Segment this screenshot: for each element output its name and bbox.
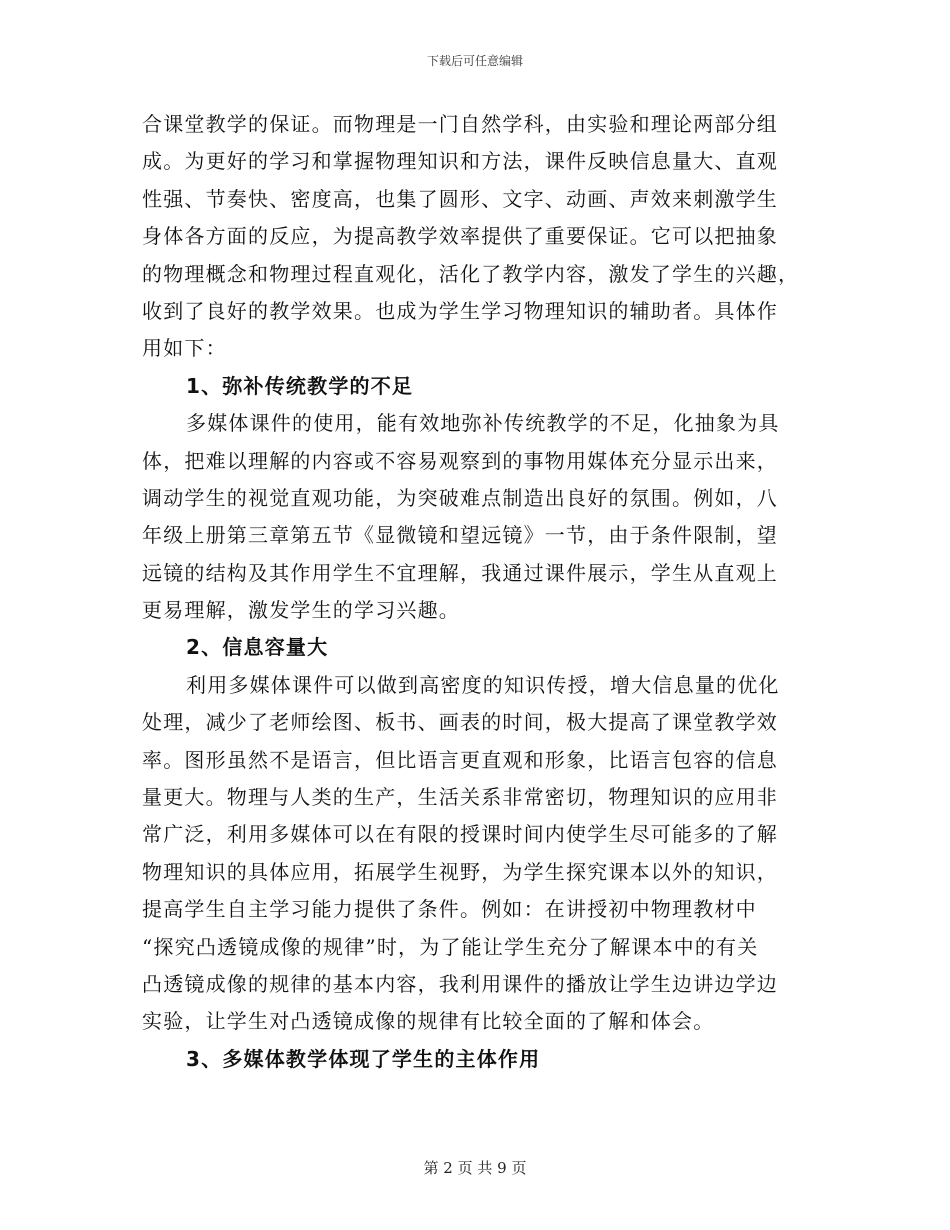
paragraph-line: 身体各方面的反应，为提高教学效率提供了重要保证。它可以把抽象 [142,224,778,249]
page-header: 下载后可任意编辑 [426,54,523,68]
paragraph-line: 远镜的结构及其作用学生不宜理解，我通过课件展示，学生从直观上 [142,560,778,585]
paragraph-line: 成。为更好的学习和掌握物理知识和方法，课件反映信息量大、直观 [142,149,778,174]
paragraph-line: 常广泛，利用多媒体可以在有限的授课时间内使学生尽可能多的了解 [142,822,778,847]
paragraph-line: 调动学生的视觉直观功能，为突破难点制造出良好的氛围。例如，八 [142,485,778,510]
paragraph-line: 率。图形虽然不是语言，但比语言更直观和形象，比语言包容的信息 [142,747,778,772]
paragraph-line: 凸透镜成像的规律的基本内容，我利用课件的播放让学生边讲边学边 [142,971,778,996]
paragraph-line: 处理，减少了老师绘图、板书、画表的时间，极大提高了课堂教学效 [142,710,778,735]
paragraph-line: 体，把难以理解的内容或不容易观察到的事物用媒体充分显示出来， [142,448,778,473]
section-heading: 2、信息容量大 [186,635,329,660]
paragraph-line: 提高学生自主学习能力提供了条件。例如：在讲授初中物理教材中 [142,897,757,922]
paragraph-line: 年级上册第三章第五节《显微镜和望远镜》一节，由于条件限制，望 [142,523,778,548]
paragraph-line: 合课堂教学的保证。而物理是一门自然学科，由实验和理论两部分组 [142,112,778,136]
section-heading: 1、弥补传统教学的不足 [186,373,414,398]
paragraph-line: 性强、节奏快、密度高，也集了圆形、文字、动画、声效来刺激学生 [142,186,778,211]
section-heading: 3、多媒体教学体现了学生的主体作用 [186,1046,541,1071]
paragraph-line: 多媒体课件的使用，能有效地弥补传统教学的不足，化抽象为具 [186,411,780,436]
paragraph-line: 收到了良好的教学效果。也成为学生学习物理知识的辅助者。具体作 [142,298,778,323]
paragraph-line: 量更大。物理与人类的生产，生活关系非常密切，物理知识的应用非 [142,785,778,810]
document-body [142,106,802,1078]
paragraph-line: 利用多媒体课件可以做到高密度的知识传授，增大信息量的优化 [186,672,780,697]
paragraph-line: “探究凸透镜成像的规律”时，为了能让学生充分了解课本中的有关 [142,934,759,959]
paragraph-line: 物理知识的具体应用，拓展学生视野，为学生探究课本以外的知识， [142,859,778,884]
paragraph-line: 实验，让学生对凸透镜成像的规律有比较全面的了解和体会。 [142,1009,715,1034]
page-footer: 第 2 页 共 9 页 [423,1159,527,1177]
paragraph-line: 用如下： [142,336,227,361]
paragraph-line: 的物理概念和物理过程直观化，活化了教学内容，激发了学生的兴趣， [142,261,800,286]
paragraph-line: 更易理解，激发学生的学习兴趣。 [142,598,460,623]
